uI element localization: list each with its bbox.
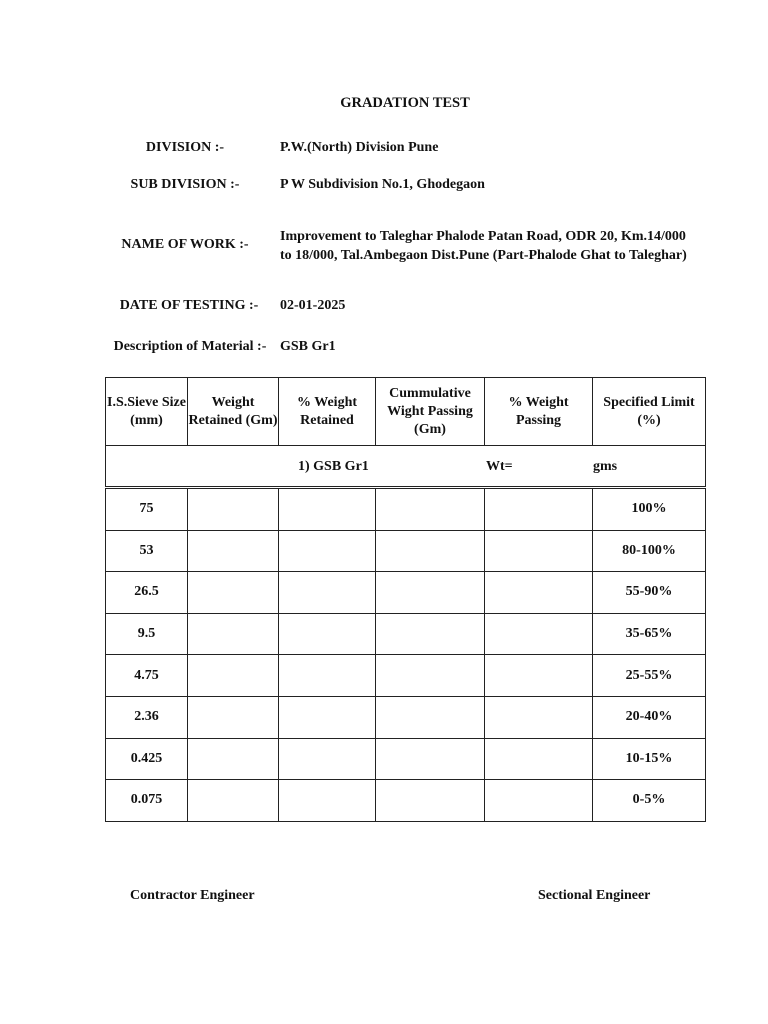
cumulative-weight-passing-cell [376,530,485,572]
header-percent-weight-passing: % Weight Passing [485,378,593,446]
material-label: Description of Material :- [113,339,267,354]
specified-limit-cell: 55-90% [593,572,706,614]
header-sieve-size: I.S.Sieve Size (mm) [106,378,188,446]
cumulative-weight-passing-cell [376,780,485,822]
cumulative-weight-passing-cell [376,488,485,531]
work-label: NAME OF WORK :- [121,237,249,252]
weight-retained-cell [188,780,279,822]
weight-retained-cell [188,738,279,780]
percent-weight-retained-cell [279,780,376,822]
percent-weight-retained-cell [279,696,376,738]
sieve-size-cell: 4.75 [106,655,188,697]
group-row [106,446,706,488]
table-row [106,613,706,655]
date-value: 02-01-2025 [280,298,346,313]
table-row [106,530,706,572]
percent-weight-retained-cell [279,613,376,655]
date-label: DATE OF TESTING :- [119,298,259,313]
percent-weight-passing-cell [485,572,593,614]
specified-limit-cell: 100% [593,488,706,531]
table-row [106,738,706,780]
weight-retained-cell [188,655,279,697]
sieve-size-cell: 0.425 [106,738,188,780]
weight-retained-cell [188,572,279,614]
cumulative-weight-passing-cell [376,738,485,780]
sieve-size-cell: 2.36 [106,696,188,738]
specified-limit-cell: 0-5% [593,780,706,822]
gradation-table [105,377,706,822]
table-row [106,696,706,738]
header-percent-weight-retained: % Weight Retained [279,378,376,446]
table-header-row [106,378,706,446]
header-weight-retained: Weight Retained (Gm) [188,378,279,446]
specified-limit-cell: 10-15% [593,738,706,780]
weight-retained-cell [188,613,279,655]
percent-weight-retained-cell [279,572,376,614]
percent-weight-passing-cell [485,738,593,780]
percent-weight-passing-cell [485,613,593,655]
table-row [106,655,706,697]
cumulative-weight-passing-cell [376,696,485,738]
percent-weight-retained-cell [279,738,376,780]
percent-weight-passing-cell [485,488,593,531]
work-value: Improvement to Taleghar Phalode Patan Road, ODR 20, Km.14/000 to 18/000, Tal.Ambegaon Dist.Pune (Part-Phalode Ghat to Taleghar) [280,229,687,263]
specified-limit-cell: 20-40% [593,696,706,738]
division-label: DIVISION :- [145,140,225,155]
percent-weight-retained-cell [279,655,376,697]
page-title: GRADATION TEST [340,95,470,111]
cumulative-weight-passing-cell [376,572,485,614]
percent-weight-passing-cell [485,530,593,572]
group-name: 1) GSB Gr1 [298,459,369,474]
group-unit: gms [593,459,618,474]
percent-weight-passing-cell [485,780,593,822]
material-value: GSB Gr1 [280,339,336,354]
subdivision-value: P W Subdivision No.1, Ghodegaon [280,177,485,192]
cumulative-weight-passing-cell [376,655,485,697]
header-cumulative-weight-passing: Cummulative Wight Passing (Gm) [376,378,485,446]
sectional-engineer-label: Sectional Engineer [538,888,651,903]
weight-retained-cell [188,696,279,738]
specified-limit-cell: 80-100% [593,530,706,572]
sieve-size-cell: 0.075 [106,780,188,822]
percent-weight-retained-cell [279,488,376,531]
division-value: P.W.(North) Division Pune [280,140,439,155]
sieve-size-cell: 75 [106,488,188,531]
weight-retained-cell [188,488,279,531]
cumulative-weight-passing-cell [376,613,485,655]
contractor-engineer-label: Contractor Engineer [130,888,255,903]
specified-limit-cell: 25-55% [593,655,706,697]
table-row [106,780,706,822]
weight-retained-cell [188,530,279,572]
sieve-size-cell: 26.5 [106,572,188,614]
group-wt-label: Wt= [486,459,513,474]
table-row [106,488,706,531]
header-specified-limit: Specified Limit (%) [593,378,706,446]
percent-weight-passing-cell [485,655,593,697]
sieve-size-cell: 53 [106,530,188,572]
percent-weight-retained-cell [279,530,376,572]
sieve-size-cell: 9.5 [106,613,188,655]
table-row [106,572,706,614]
subdivision-label: SUB DIVISION :- [130,177,240,192]
percent-weight-passing-cell [485,696,593,738]
specified-limit-cell: 35-65% [593,613,706,655]
